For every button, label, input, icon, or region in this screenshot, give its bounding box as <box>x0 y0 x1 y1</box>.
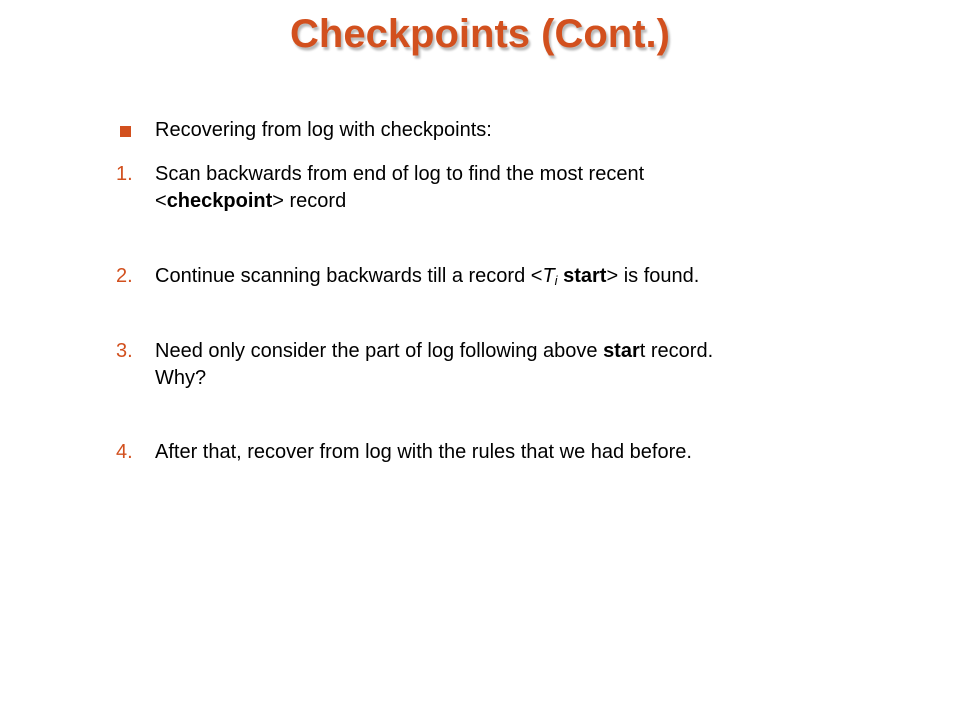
slide-title: Checkpoints (Cont.) <box>290 12 670 56</box>
step-4-line: After that, recover from log with the rules that we had before. <box>155 441 692 463</box>
step-1-open: < <box>155 190 167 212</box>
checkpoint-keyword: checkpoint <box>166 190 273 212</box>
square-bullet-icon <box>120 126 131 137</box>
step-3-line-2: Why? <box>155 367 207 389</box>
start-keyword: start <box>563 265 607 287</box>
step-2-line <box>155 263 852 290</box>
step-2 <box>112 263 852 290</box>
intro-bullet <box>112 117 852 144</box>
slide-content <box>112 117 852 466</box>
step-1 <box>112 161 852 215</box>
intro-text: Recovering from log with checkpoints: <box>155 119 492 141</box>
step-3-line-1 <box>155 338 852 365</box>
step-number: 1. <box>116 163 133 185</box>
step-number: 3. <box>116 340 133 362</box>
step-3-after: t record. <box>639 340 714 362</box>
step-2-before: Continue scanning backwards till a record < <box>155 265 543 287</box>
step-1-line-1: Scan backwards from end of log to find the most recent <box>155 163 645 185</box>
star-keyword: star <box>603 340 640 362</box>
step-number: 4. <box>116 441 133 463</box>
transaction-letter: T <box>542 265 555 287</box>
step-2-after: > is found. <box>606 265 700 287</box>
step-4 <box>112 439 852 466</box>
transaction-subscript: i <box>554 273 558 288</box>
step-1-line-2 <box>155 188 852 215</box>
step-1-close: > record <box>272 190 347 212</box>
step-3-before: Need only consider the part of log following above <box>155 340 604 362</box>
step-number: 2. <box>116 265 133 287</box>
step-3 <box>112 338 852 392</box>
